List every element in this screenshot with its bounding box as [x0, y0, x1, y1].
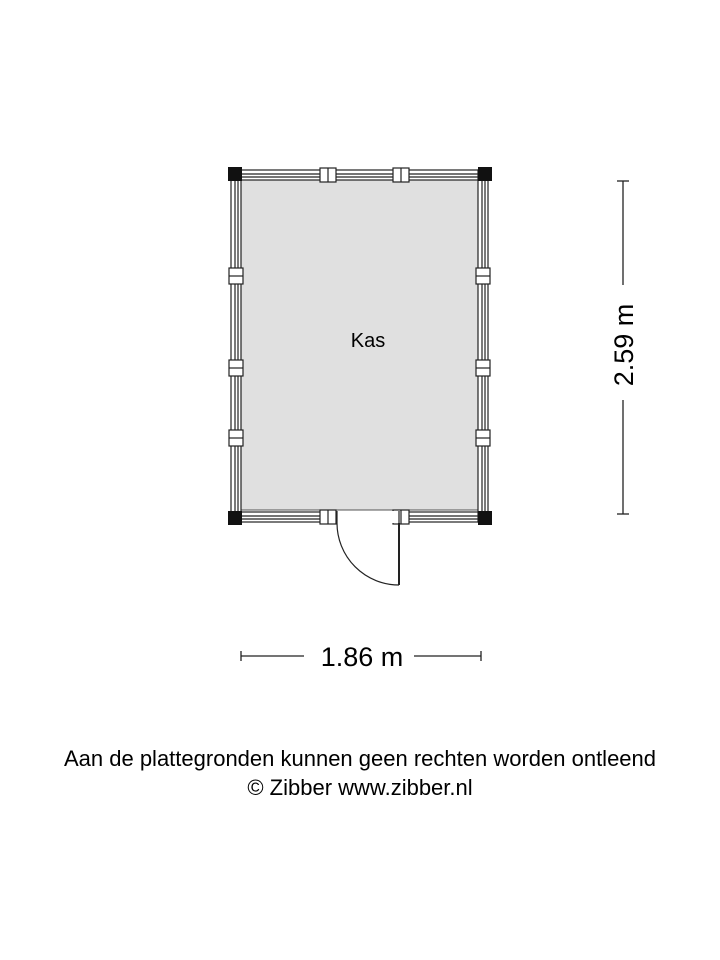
door	[337, 511, 399, 585]
door-swing-arc	[337, 523, 399, 585]
width-dimension-label: 1.86 m	[320, 642, 404, 672]
disclaimer-text: Aan de plattegronden kunnen geen rechten worden ontleend	[63, 746, 657, 771]
footer	[0, 744, 720, 802]
room-label: Kas	[350, 330, 386, 352]
height-dimension-label: 2.59 m	[609, 303, 639, 387]
copyright-credit: © Zibber www.zibber.nl	[247, 775, 473, 800]
